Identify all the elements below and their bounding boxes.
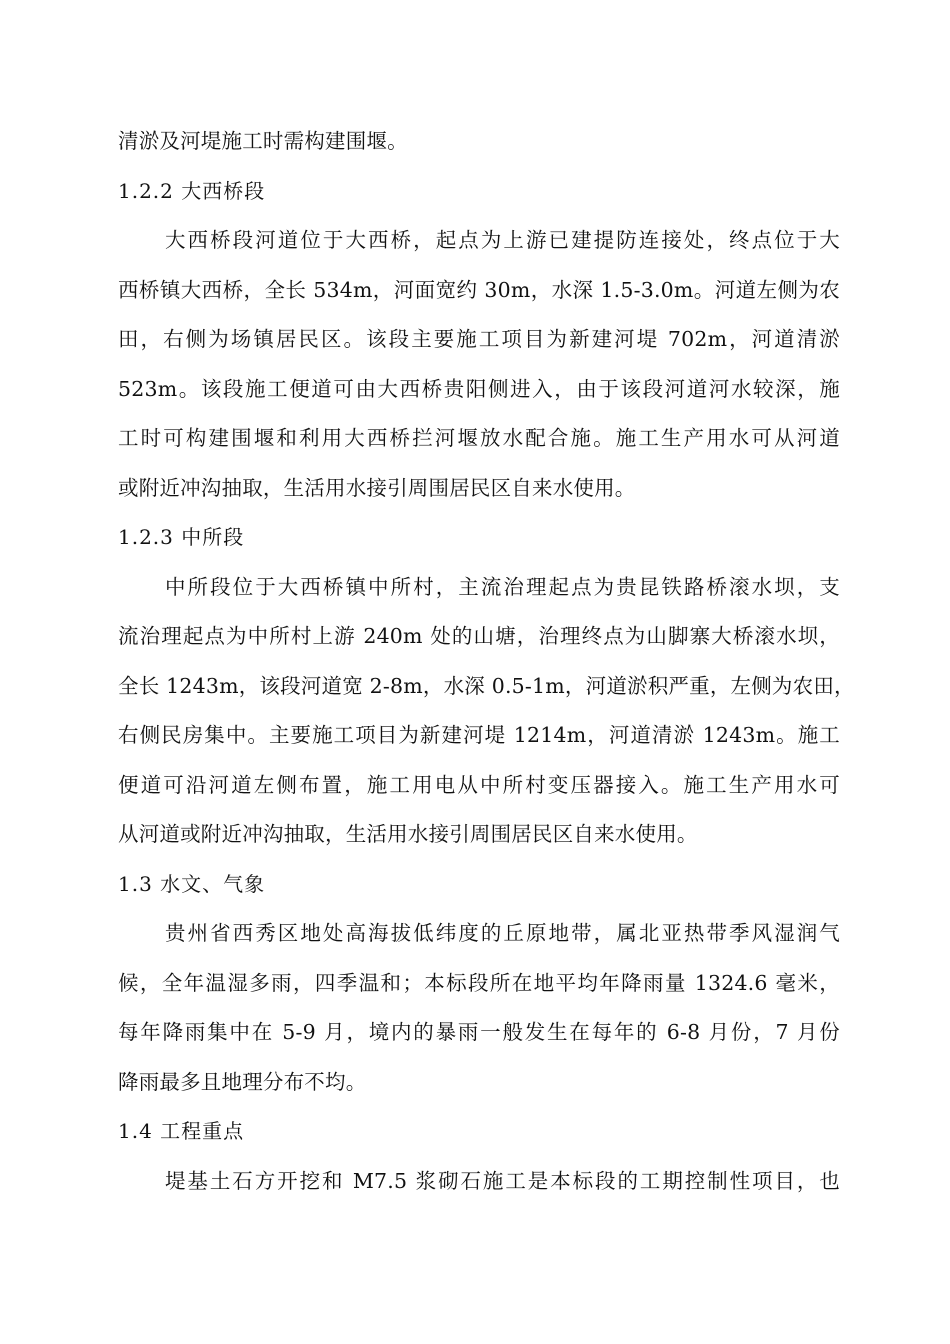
section-heading-1-2-3: 1.2.3 中所段 (118, 525, 245, 549)
paragraph-line: 或附近冲沟抽取，生活用水接引周围居民区自来水使用。 (118, 475, 636, 500)
document-page (118, 117, 855, 1206)
paragraph-line: 从河道或附近冲沟抽取，生活用水接引周围居民区自来水使用。 (118, 822, 698, 846)
section-heading-1-3: 1.3 水文、气象 (118, 871, 266, 896)
paragraph-line: 全长 1243m，该段河道宽 2-8m，水深 0.5-1m，河道淤积严重，左侧为农田， (118, 673, 855, 698)
paragraph-line: 中所段位于大西桥镇中所村，主流治理起点为贵昆铁路桥滚水坝，支 (165, 574, 840, 599)
paragraph-line: 贵州省西秀区地处高海拔低纬度的丘原地带，属北亚热带季风湿润气 (165, 921, 840, 945)
section-heading-1-2-2: 1.2.2 大西桥段 (118, 178, 266, 203)
paragraph-line: 右侧民房集中。主要施工项目为新建河堤 1214m，河道清淤 1243m。施工 (118, 723, 840, 747)
paragraph-line: 降雨最多且地理分布不均。 (118, 1069, 367, 1094)
paragraph-line: 田，右侧为场镇居民区。该段主要施工项目为新建河堤 702m，河道清淤 (118, 327, 840, 351)
paragraph-line: 清淤及河堤施工时需构建围堰。 (118, 129, 408, 153)
paragraph-line: 西桥镇大西桥，全长 534m，河面宽约 30m，水深 1.5-3.0m。河道左侧为农 (118, 277, 840, 302)
paragraph-line: 流治理起点为中所村上游 240m 处的山塘，治理终点为山脚寨大桥滚水坝， (118, 624, 840, 648)
paragraph-line: 每年降雨集中在 5-9 月，境内的暴雨一般发生在每年的 6-8 月份，7 月份 (118, 1020, 840, 1044)
paragraph-line: 523m。该段施工便道可由大西桥贵阳侧进入，由于该段河道河水较深，施 (118, 376, 840, 401)
paragraph-line: 候，全年温湿多雨，四季温和；本标段所在地平均年降雨量 1324.6 毫米， (118, 970, 840, 995)
paragraph-line: 堤基土石方开挖和 M7.5 浆砌石施工是本标段的工期控制性项目，也 (165, 1168, 840, 1193)
section-heading-1-4: 1.4 工程重点 (118, 1119, 245, 1143)
paragraph-line: 便道可沿河道左侧布置，施工用电从中所村变压器接入。施工生产用水可 (118, 772, 840, 797)
paragraph-line: 大西桥段河道位于大西桥，起点为上游已建提防连接处，终点位于大 (165, 228, 840, 252)
paragraph-line: 工时可构建围堰和利用大西桥拦河堰放水配合施。施工生产用水可从河道 (118, 426, 840, 450)
